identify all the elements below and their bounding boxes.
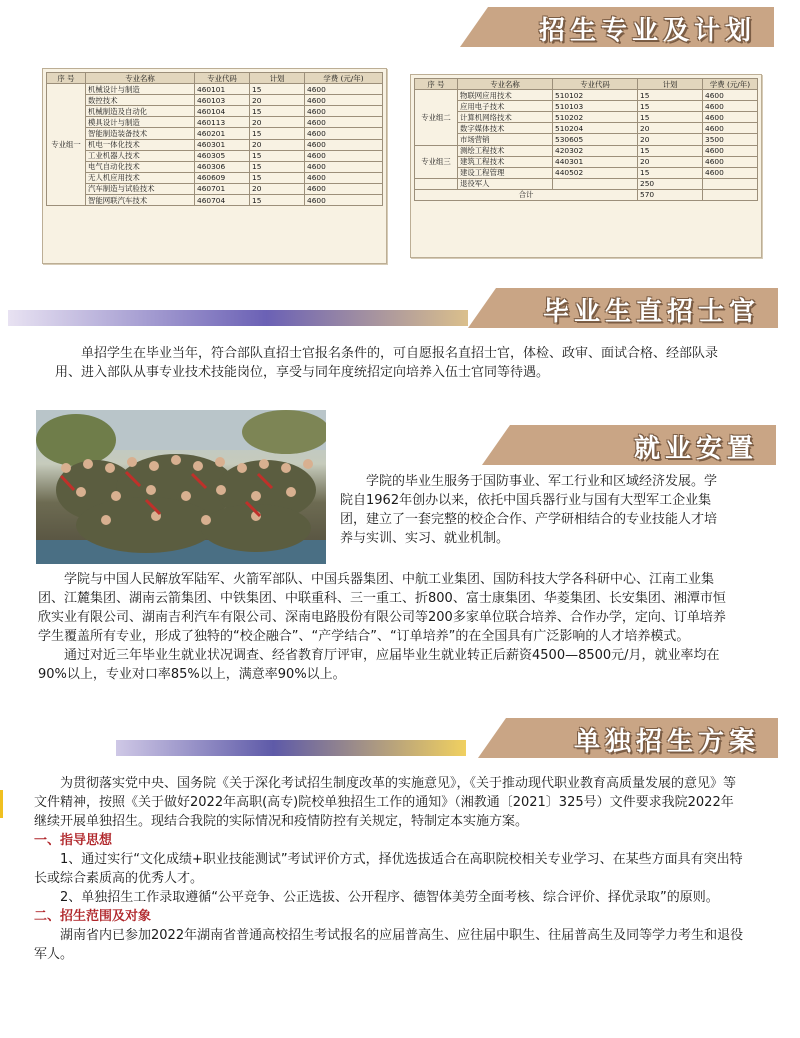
table-row	[47, 95, 383, 106]
table-cell: 4600	[703, 156, 758, 167]
col-header: 专业代码	[195, 73, 250, 84]
table-cell: 460201	[195, 128, 250, 139]
table-cell: 4600	[305, 106, 383, 117]
guiding-point-1: 1、通过实行“文化成绩+职业技能测试”考试评价方式，择优选拔适合在高职院校相关专业学习、在某些方面具有突出特长或综合素质高的优秀人才。	[34, 852, 743, 886]
table-cell: 工业机器人技术	[86, 150, 195, 161]
banner-sergeant-title: 毕业生直招士官	[542, 297, 760, 327]
table-cell: 15	[250, 161, 305, 172]
plan-intro: 为贯彻落实党中央、国务院《关于深化考试招生制度改革的实施意见》，《关于推动现代职业教育高质量发展的意见》等文件精神，按照《关于做好2022年高职(高专)院校单独招生工作的通知》（湘教通〔2021〕325号）文件要求我院2022年继续开展单独招生。现结合我院的实际情况和疫情防控有关规定，特制定本实施方案。	[34, 776, 737, 829]
col-header: 计划	[250, 73, 305, 84]
table-cell: 4600	[305, 117, 383, 128]
table-cell: 15	[250, 195, 305, 206]
banner-employment	[482, 425, 776, 465]
table-cell: 机械设计与制造	[86, 84, 195, 95]
table-cell: 15	[250, 128, 305, 139]
table-row	[47, 172, 383, 183]
total-plan: 570	[638, 189, 703, 200]
table-cell: 460305	[195, 150, 250, 161]
col-header: 学费 (元/年)	[703, 79, 758, 90]
table-row	[47, 195, 383, 206]
banner-plan-title: 单独招生方案	[573, 727, 760, 757]
table-row	[415, 90, 758, 101]
table-row	[47, 139, 383, 150]
table-row	[47, 183, 383, 194]
table-cell: 20	[250, 183, 305, 194]
table-row	[415, 123, 758, 134]
decor-stripe	[8, 310, 478, 326]
table-cell: 460609	[195, 172, 250, 183]
table-cell: 测绘工程技术	[458, 145, 553, 156]
table-row	[47, 150, 383, 161]
heading-scope: 二、招生范围及对象	[34, 909, 152, 924]
table-cell: 15	[250, 84, 305, 95]
group-cell: 专业组三	[415, 145, 458, 178]
banner-plan	[478, 718, 778, 758]
table-row	[415, 101, 758, 112]
table-cell: 460104	[195, 106, 250, 117]
employment-paragraph-1	[340, 472, 725, 548]
banner-majors	[460, 7, 774, 47]
table-cell: 数控技术	[86, 95, 195, 106]
table-cell: 3500	[703, 134, 758, 145]
table-cell: 建设工程管理	[458, 167, 553, 178]
employment-text-1: 学院的毕业生服务于国防事业、军工行业和区域经济发展。学院自1962年创办以来，依托中国兵器行业与国有大型军工企业集团，建立了一套完整的校企合作、产学研相结合的专业技能人才培养与实训、实习、就业机制。	[340, 474, 718, 546]
table-cell: 20	[638, 123, 703, 134]
table-cell	[415, 178, 458, 189]
table-cell: 420302	[553, 145, 638, 156]
majors-table-right	[410, 74, 762, 258]
table-header-row	[47, 73, 383, 84]
table-cell: 460101	[195, 84, 250, 95]
table-cell: 20	[638, 156, 703, 167]
table-cell: 460306	[195, 161, 250, 172]
total-label: 合计	[415, 189, 638, 200]
group-cell: 专业组一	[47, 84, 86, 206]
table-cell: 建筑工程技术	[458, 156, 553, 167]
table-row	[415, 112, 758, 123]
table-cell: 15	[250, 106, 305, 117]
table-cell: 机电一体化技术	[86, 139, 195, 150]
employment-paragraph-2	[38, 570, 730, 684]
table-cell: 4600	[703, 101, 758, 112]
veteran-label: 退役军人	[458, 178, 553, 189]
col-header: 专业代码	[553, 79, 638, 90]
table-cell: 4600	[305, 161, 383, 172]
col-header: 学费 (元/年)	[305, 73, 383, 84]
table-cell: 15	[638, 112, 703, 123]
table-cell: 4600	[305, 95, 383, 106]
table-cell: 15	[638, 101, 703, 112]
table-row	[415, 167, 758, 178]
employment-text-2: 学院与中国人民解放军陆军、火箭军部队、中国兵器集团、中航工业集团、国防科技大学各科研中心、江南工业集团、江麓集团、湖南云箭集团、中铁集团、中联重科、三一重工、折800、富士康集团、华菱集团、长安集团、湘潭市恒欣实业有限公司、湖南吉利汽车有限公司、深南电路股份有限公司等200多家单位联合培养、合作办学，定向、订单培养学生覆盖所有专业，形成了独特的“校企融合”、“产学结合”、“订单培养”的在全国具有广泛影响的人才培养模式。	[38, 572, 726, 644]
table-cell: 无人机应用技术	[86, 172, 195, 183]
table-row	[415, 134, 758, 145]
table-cell: 510202	[553, 112, 638, 123]
table-cell: 510102	[553, 90, 638, 101]
table-cell: 4600	[305, 128, 383, 139]
table-cell: 4600	[703, 112, 758, 123]
col-header: 序 号	[47, 73, 86, 84]
table-cell: 汽车制造与试验技术	[86, 183, 195, 194]
employment-text-3: 通过对近三年毕业生就业状况调查、经省教育厅评审，应届毕业生就业转正后薪资4500—8500元/月，就业率均在90%以上，专业对口率85%以上，满意率90%以上。	[38, 648, 720, 682]
table-cell: 460704	[195, 195, 250, 206]
decor-stripe	[116, 740, 466, 756]
banner-majors-title: 招生专业及计划	[538, 16, 756, 46]
table-cell: 20	[250, 139, 305, 150]
table-row	[47, 84, 383, 95]
table-row	[415, 156, 758, 167]
table-row	[47, 117, 383, 128]
table-cell: 20	[250, 117, 305, 128]
scope-text: 湖南省内已参加2022年湖南省普通高校招生考试报名的应届普高生、应往届中职生、往届普高生及同等学力考生和退役军人。	[34, 928, 744, 962]
table-cell	[553, 178, 638, 189]
table-cell: 智能制造装备技术	[86, 128, 195, 139]
table-cell: 智能网联汽车技术	[86, 195, 195, 206]
table-cell: 应用电子技术	[458, 101, 553, 112]
table-cell: 15	[638, 167, 703, 178]
table-cell	[703, 189, 758, 200]
col-header: 专业名称	[458, 79, 553, 90]
table-cell: 4600	[703, 167, 758, 178]
table-cell: 机械制造及自动化	[86, 106, 195, 117]
table-cell: 460113	[195, 117, 250, 128]
col-header: 专业名称	[86, 73, 195, 84]
group-cell: 专业组二	[415, 90, 458, 145]
table-cell: 510103	[553, 101, 638, 112]
table-cell: 440502	[553, 167, 638, 178]
table-cell: 4600	[305, 150, 383, 161]
table-cell: 物联网应用技术	[458, 90, 553, 101]
sergeant-paragraph	[55, 344, 725, 382]
plan-section	[34, 774, 746, 964]
table-cell: 510204	[553, 123, 638, 134]
sergeant-text: 单招学生在毕业当年，符合部队直招士官报名条件的，可自愿报名直招士官，体检、政审、面试合格、经部队录用、进入部队从事专业技术技能岗位，享受与同年度统招定向培养入伍士官同等待遇。	[55, 346, 719, 380]
table-row	[47, 161, 383, 172]
banner-sergeant	[468, 288, 778, 328]
table-cell: 530605	[553, 134, 638, 145]
table-cell: 4600	[703, 90, 758, 101]
guiding-point-2: 2、单独招生工作录取遵循“公平竞争、公正选拔、公开程序、德智体美劳全面考核、综合评价、择优录取”的原则。	[60, 890, 719, 905]
table-cell: 440301	[553, 156, 638, 167]
table-cell: 460103	[195, 95, 250, 106]
table-cell: 电气自动化技术	[86, 161, 195, 172]
table-cell: 15	[250, 172, 305, 183]
table-cell	[703, 178, 758, 189]
side-marker	[0, 790, 3, 818]
table-cell: 模具设计与制造	[86, 117, 195, 128]
col-header: 计划	[638, 79, 703, 90]
graduates-group-photo	[36, 410, 326, 564]
table-row	[415, 145, 758, 156]
table-cell: 4600	[305, 172, 383, 183]
table-cell: 4600	[305, 195, 383, 206]
table-cell: 20	[638, 134, 703, 145]
table-cell: 15	[638, 145, 703, 156]
table-cell: 15	[250, 150, 305, 161]
banner-employment-title: 就业安置	[633, 434, 758, 464]
table-row	[47, 106, 383, 117]
table-row-total	[415, 189, 758, 200]
veteran-plan: 250	[638, 178, 703, 189]
table-cell: 15	[638, 90, 703, 101]
col-header: 序 号	[415, 79, 458, 90]
table-cell: 4600	[305, 183, 383, 194]
table-cell: 20	[250, 95, 305, 106]
table-row-veteran	[415, 178, 758, 189]
table-cell: 计算机网络技术	[458, 112, 553, 123]
table-cell: 4600	[703, 123, 758, 134]
heading-guiding-ideology: 一、指导思想	[34, 833, 113, 848]
table-cell: 4600	[305, 139, 383, 150]
table-cell: 4600	[703, 145, 758, 156]
table-cell: 数字媒体技术	[458, 123, 553, 134]
table-header-row	[415, 79, 758, 90]
table-cell: 4600	[305, 84, 383, 95]
table-cell: 460701	[195, 183, 250, 194]
table-row	[47, 128, 383, 139]
table-cell: 市场营销	[458, 134, 553, 145]
majors-table-left	[42, 68, 387, 264]
table-cell: 460301	[195, 139, 250, 150]
